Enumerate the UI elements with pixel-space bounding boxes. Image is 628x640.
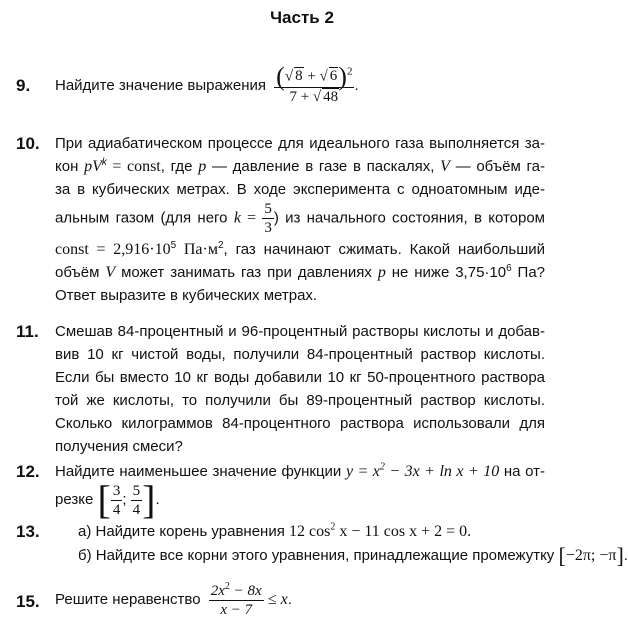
frac-den: 4 [112,501,121,518]
frac-den: 4 [132,501,141,518]
sqrt-6: 6 [329,67,338,84]
exponent: 2 [224,580,230,592]
problem-11-number: 11. [16,322,39,341]
period: . [155,491,160,508]
problem-10-number: 10. [16,134,40,153]
problem-10-line-5 [55,240,545,260]
section-title: Часть 2 [270,8,334,27]
frac-num: 5 [132,482,141,499]
problem-13-part-a [78,522,471,542]
unit: Па·м [176,241,218,258]
text: объём [55,264,100,281]
var-k: k [233,209,241,227]
var-p: p [377,264,386,281]
function-rest: − 3x + ln x + 10 [384,463,500,480]
sqrt-48: 48 [323,88,339,105]
unit: Па? [511,264,546,281]
text: кон [55,158,79,175]
fraction-3-4 [111,482,123,519]
text: альным газом (для него [55,209,228,227]
text: ) из начального состояния, в котором [273,209,545,227]
inequality-fraction [209,582,264,619]
text: Найдите наименьшее значение функции [55,463,342,480]
problem-11-line-4: той же кислоты, то получили бы 89-процентный раствор кислоты. [55,392,545,409]
frac-num: 3 [112,482,121,499]
problem-12-number: 12. [16,462,40,481]
text: — объём га- [455,158,545,175]
frac-den: 3 [264,220,272,236]
text: , газ начинают сжимать. Какой наибольший [223,241,546,258]
problem-11-line-5: Сколько килограммов 84-процентного раствора использовали для [55,415,545,432]
equation-rest: x − 11 cos x + 2 = 0. [335,523,472,540]
problem-10-line-4 [55,200,545,237]
function: y = x [345,463,380,480]
problem-11-line-2: вив 10 кг чистой воды, получили 84-процентный раствор кислоты. [55,346,545,363]
exponent-k: k [101,157,107,168]
denominator: x − 7 [220,601,253,618]
problem-10-line-3: за в кубических метрах. В ходе эксперимента с одноатомным иде- [55,181,545,198]
exponent: 2 [379,461,385,473]
fraction-5-3 [262,200,274,237]
formula: pV [84,158,102,175]
text: а) Найдите корень уравнения [78,523,285,540]
period: . [354,77,359,94]
numerator-rest: − 8x [229,582,262,599]
sqrt-8: 8 [295,67,303,84]
problem-12-line-2: резке [ $\frac{3}{4}$ ; $\frac{5}{4}$ ]. [55,477,160,523]
text: резке [55,491,94,508]
problem-10-line-1: При адиабатическом процессе для идеального газа выполняется за- [55,135,545,152]
problem-11-line-3: Если бы вместо 10 кг воды добавили 10 кг 50-процентного раствора [55,369,545,386]
problem-10-line-2 [55,157,545,177]
interval: −2π; −π [565,547,617,564]
text: может занимать газ при давлениях [121,264,372,281]
problem-11-line-1: Смешав 84-процентный и 96-процентный растворы кислоты и добав- [55,323,545,340]
problem-15-text [55,578,292,622]
relation: ≤ x [267,591,288,608]
fraction-5-4 [131,482,143,519]
numerator: 2x [210,582,225,599]
value: 3,75·10 [455,264,507,281]
const-value: const = 2,916·10 [55,241,171,258]
frac-num: 5 [264,201,272,217]
problem-13-number: 13. [16,522,40,541]
problem-9-expression: $\frac{(√ 8 + √ 6)^2}{7 + √ 48}$ [276,61,353,105]
equation: 12 cos [289,523,331,540]
text: не ниже [391,264,450,281]
var-V: V [440,158,450,175]
problem-15-number: 15. [16,592,40,611]
exponent: 2 [217,240,224,251]
problem-10-line-6 [55,263,545,283]
power: 2 [346,64,353,77]
separator: ; [122,491,127,508]
exponent: 5 [170,240,177,251]
problem-9-text [55,61,359,108]
text: , где [160,158,193,175]
var-V: V [105,264,116,281]
period: . [287,591,292,608]
text: на от- [503,463,546,480]
formula-rest: = const [106,158,161,175]
period: . [623,547,628,564]
problem-10-line-7: Ответ выразите в кубических метрах. [55,287,318,304]
problem-11-line-6: получения смеси? [55,438,183,455]
exponent: 2 [330,521,336,533]
problem-9-prompt: Найдите значение выражения [55,77,266,94]
text: — давление в газе в паскалях, [211,158,435,175]
prompt: Решите неравенство [55,591,201,608]
exponent: 6 [506,263,512,274]
problem-9-number: 9. [16,76,31,95]
denominator: 7 + [289,88,310,105]
plus-sign: + [307,67,316,84]
text: б) Найдите все корни этого уравнения, принадлежащие промежутку [78,547,555,564]
var-p: p [198,158,207,175]
problem-13-part-b: б) Найдите все корни этого уравнения, принадлежащие промежутку [−2π; −π]. [78,543,628,569]
equals: = [240,209,257,227]
